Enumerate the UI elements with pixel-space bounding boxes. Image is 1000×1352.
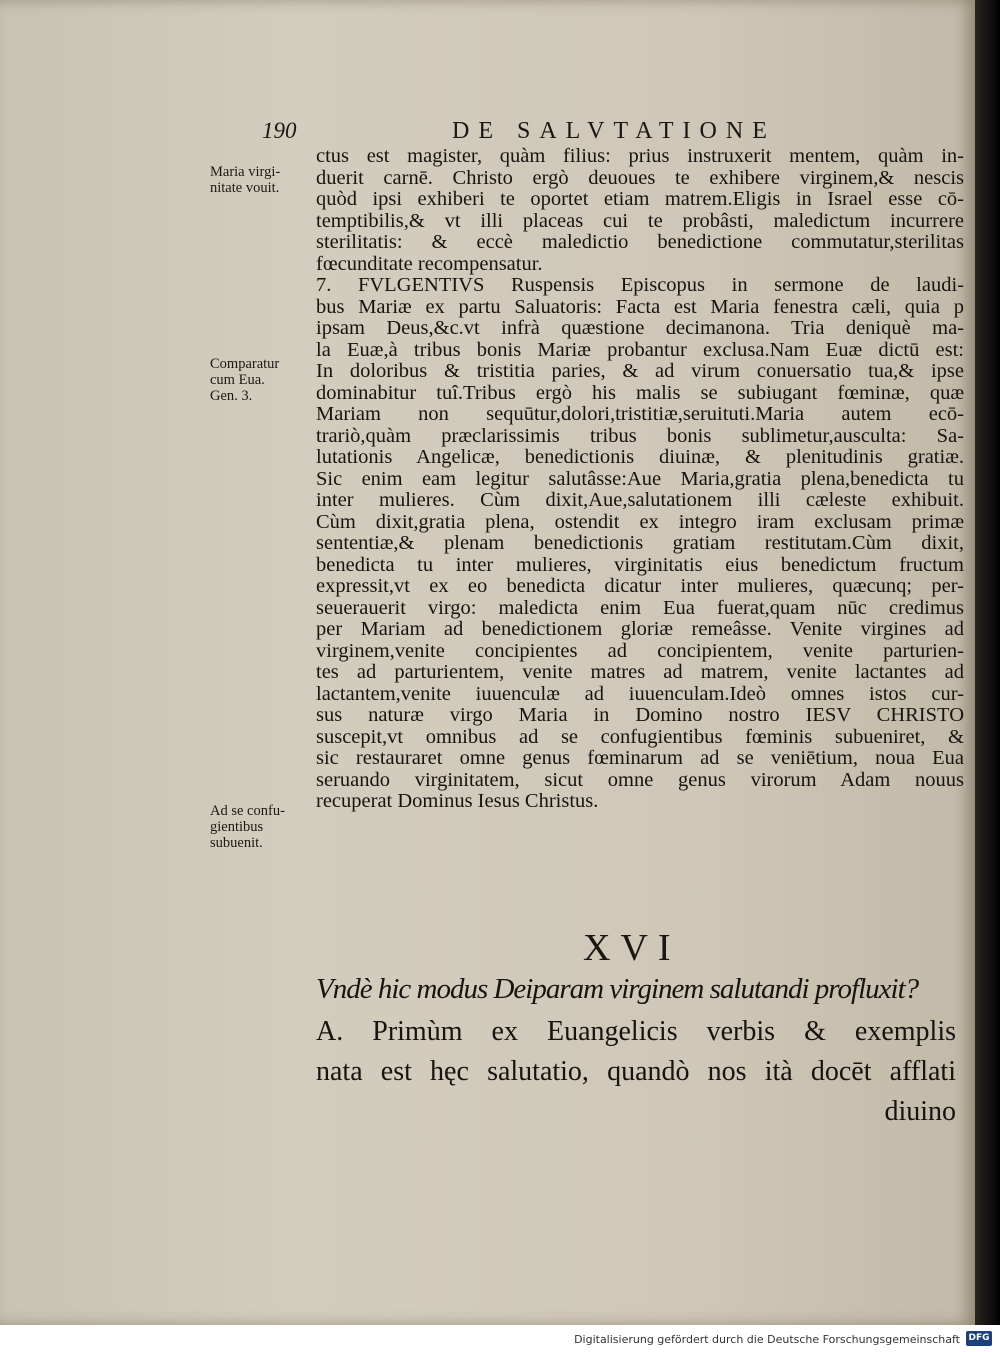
catchword: diuino [884, 1096, 956, 1127]
body-line: benedicta tu inter mulieres, virginitatis eius benedictum fructum [316, 554, 964, 576]
body-line: inter mulieres. Cùm dixit,Aue,salutationem illi cæleste exhibuit. [316, 490, 964, 511]
body-line: sententiæ,& plenam benedictionis gratiam restitutam.Cùm dixit, [316, 533, 964, 554]
dfg-logo-icon: DFG [966, 1331, 992, 1346]
margin-note-2 [210, 356, 310, 404]
body-line: lactantem,venite iuuenculæ ad iuuenculam.Ideò omnes istos cur- [316, 683, 964, 705]
body-line: fœcunditate recompensatur. [316, 253, 543, 275]
body-line: lutationis Angelicæ, benedictionis diuinæ, & plenitudinis gratiæ. [316, 447, 964, 468]
body-line: temptibilis,& vt illi placeas cui te probâsti, maledictum incurrere [316, 210, 964, 232]
body-line: sus naturæ virgo Maria in Domino nostro IESV CHRISTO [316, 705, 964, 726]
margin-note-line: subuenit. [210, 835, 263, 851]
margin-note-line: Ad se confu- [210, 803, 285, 819]
margin-note-line: Gen. 3. [210, 388, 253, 404]
answer-line: nata est hęc salutatio, quandò nos ità docēt afflati [316, 1056, 956, 1087]
margin-note-line: Comparatur [210, 356, 280, 372]
body-line: recuperat Dominus Iesus Christus. [316, 791, 599, 812]
body-line: la Euæ,à tribus bonis Mariæ probantur exclusa.Nam Euæ dictū est: [316, 339, 964, 361]
body-line: virginem,venite concipientes ad concipientem, venite parturien- [316, 640, 964, 662]
body-line: seuerauerit virgo: maledicta enim Eua fuerat,quam nūc credimus [316, 597, 964, 619]
section-number: XVI [583, 927, 681, 969]
body-line: sterilitatis: & eccè maledictio benedictione commutatur,sterilitas [316, 232, 964, 253]
body-line: suscepit,vt omnibus ad se confugientibus fœminis subueniret, & [316, 726, 964, 748]
body-line: ipsam Deus,&c.vt infrà quæstione decimanona. Tria deniquè ma- [316, 318, 964, 339]
body-line: 7. FVLGENTIVS Ruspensis Episcopus in sermone de laudi- [316, 275, 964, 296]
body-line: trariò,quàm præclarissimis tribus bonis sublimetur,ausculta: Sa- [316, 425, 964, 447]
body-line: sic restauraret omne genus fœminarum ad se veniētium, noua Eua [316, 748, 964, 769]
section-answer [316, 1012, 956, 1132]
page-header [262, 118, 942, 148]
margin-note-line: cum Eua. [210, 372, 265, 388]
body-line: duerit carnē. Christo ergò deuoues te exhibere virginem,& nescis [316, 167, 964, 189]
body-line: bus Mariæ ex partu Saluatoris: Facta est Maria fenestra cæli, quia p [316, 296, 964, 318]
body-line: ctus est magister, quàm filius: prius instruxerit mentem, quàm in- [316, 146, 964, 167]
margin-note-1 [210, 164, 310, 196]
margin-note-line: nitate vouit. [210, 180, 280, 196]
body-line: seruando virginitatem, sicut omne genus virorum Adam nouus [316, 769, 964, 791]
margin-note-line: Maria virgi- [210, 164, 281, 180]
footer-credit: Digitalisierung gefördert durch die Deutsche Forschungsgemeinschaft [574, 1333, 960, 1346]
body-text [316, 146, 964, 813]
body-line: Sic enim eam legitur salutâsse:Aue Maria,gratia plena,benedicta tu [316, 468, 964, 490]
answer-line: A. Primùm ex Euangelicis verbis & exemplis [316, 1016, 956, 1047]
body-line: tes ad parturientem, venite matres ad matrem, venite lactantes ad [316, 662, 964, 683]
margin-note-3 [210, 803, 310, 851]
body-line: Cùm dixit,gratia plena, ostendit ex integro iram exclusam primæ [316, 511, 964, 533]
body-line: dominabitur tuî.Tribus ergò his malis se subiugant fœminæ, quæ [316, 382, 964, 404]
running-head: DE SALVTATIONE [452, 118, 776, 144]
book-spine [975, 0, 1000, 1325]
page-number: 190 [262, 118, 297, 143]
margin-note-line: gientibus [210, 819, 264, 835]
body-line: quòd ipsi exhiberi te oportet etiam matrem.Eligis in Israel esse cō- [316, 189, 964, 210]
body-line: per Mariam ad benedictionem gloriæ remeâsse. Venite virgines ad [316, 619, 964, 640]
body-line: In doloribus & tristitia paries, & ad virum conuersatio tua,& ipse [316, 361, 964, 382]
body-line: Mariam non sequūtur,dolori,tristitiæ,seruituti.Maria autem ecō- [316, 404, 964, 425]
body-line: expressit,vt ex eo benedicta dicatur inter mulieres, quæcunq; per- [316, 576, 964, 597]
section-question: Vndè hic modus Deiparam virginem salutandi profluxit? [316, 973, 919, 1005]
